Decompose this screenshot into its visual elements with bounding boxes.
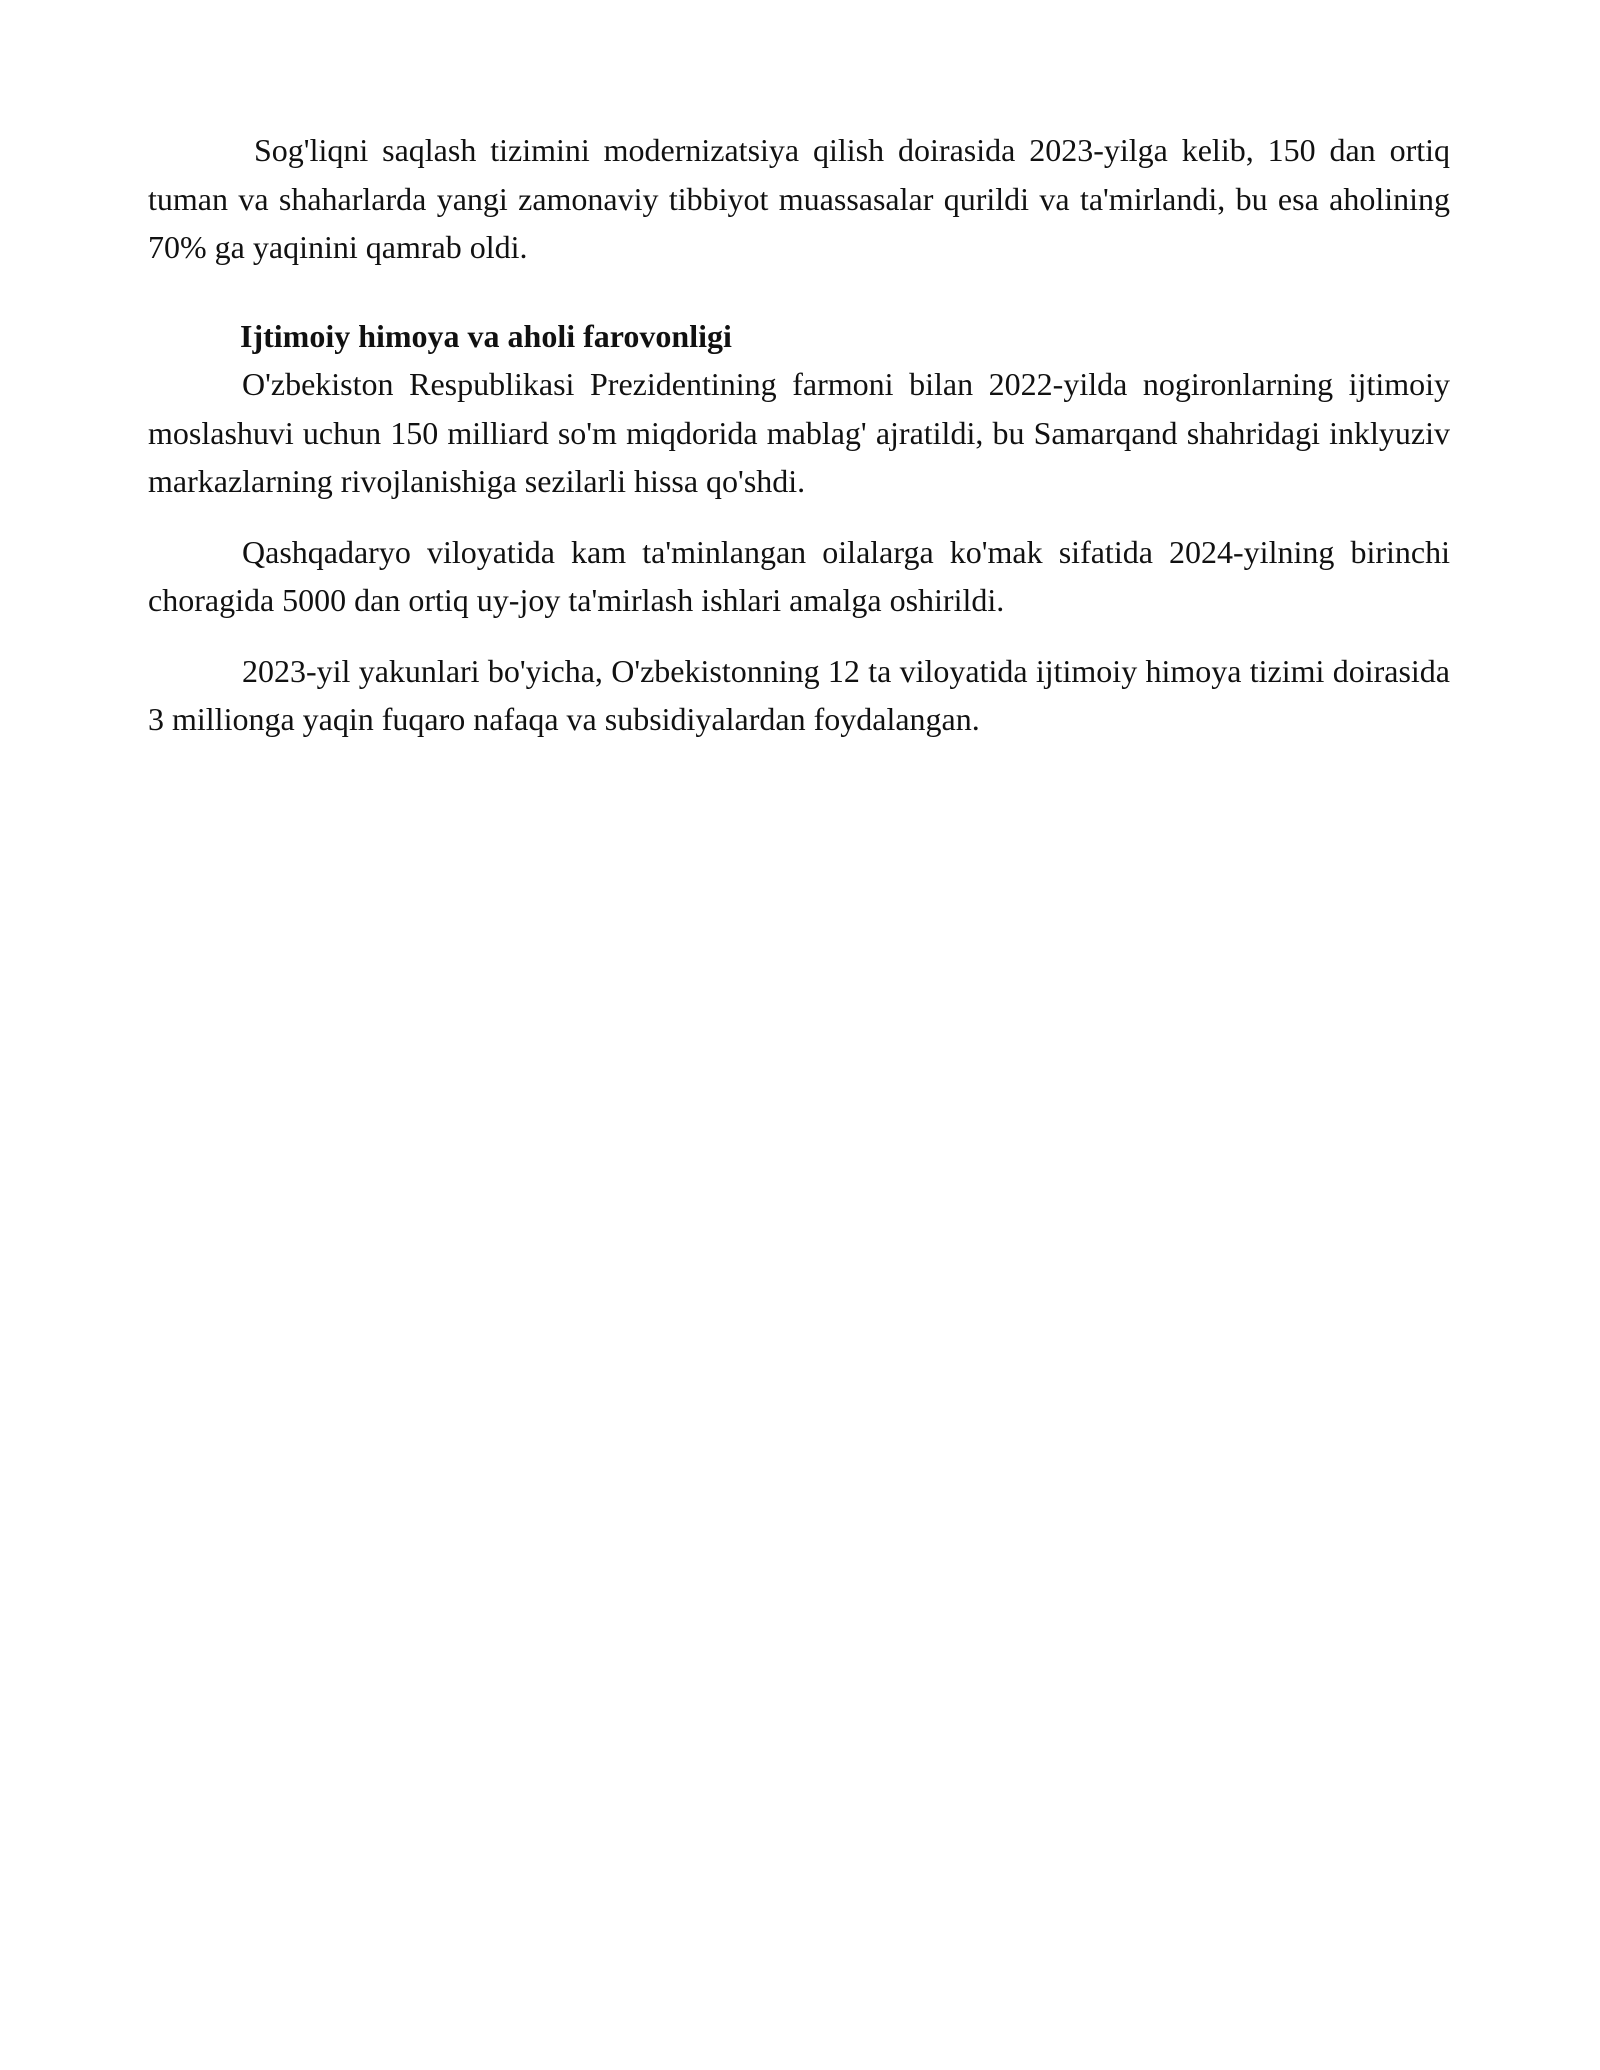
paragraph-healthcare: Sog'liqni saqlash tizimini modernizatsiya qilish doirasida 2023-yilga kelib, 150 dan ortiq tuman va shaharlarda yangi zamonaviy tibbiyot muassasalar qurildi va ta'mirlandi, bu esa aholining 70% ga yaqinini qamrab oldi. bbox=[148, 132, 1450, 265]
document-body bbox=[148, 126, 1450, 744]
paragraph-spacer bbox=[148, 272, 1450, 312]
paragraph-disability-funding: O'zbekiston Respublikasi Prezidentining farmoni bilan 2022-yilda nogironlarning ijtimoiy moslashuvi uchun 150 milliard so'm miqdorida mablag' ajratildi, bu Samarqand shahridagi inklyuziv markazlarning rivojlanishiga sezilarli hissa qo'shdi. bbox=[148, 366, 1450, 499]
paragraph-social-protection: 2023-yil yakunlari bo'yicha, O'zbekistonning 12 ta viloyatida ijtimoiy himoya tizimi doirasida 3 millionga yaqin fuqaro nafaqa va subsidiyalardan foydalangan. bbox=[148, 652, 1450, 737]
paragraph-spacer bbox=[148, 506, 1450, 528]
section-heading: Ijtimoiy himoya va aholi farovonligi bbox=[240, 317, 732, 354]
paragraph-spacer bbox=[148, 625, 1450, 647]
paragraph-housing-repair: Qashqadaryo viloyatida kam ta'minlangan oilalarga ko'mak sifatida 2024-yilning birinchi choragida 5000 dan ortiq uy-joy ta'mirlash ishlari amalga oshirildi. bbox=[148, 533, 1450, 618]
